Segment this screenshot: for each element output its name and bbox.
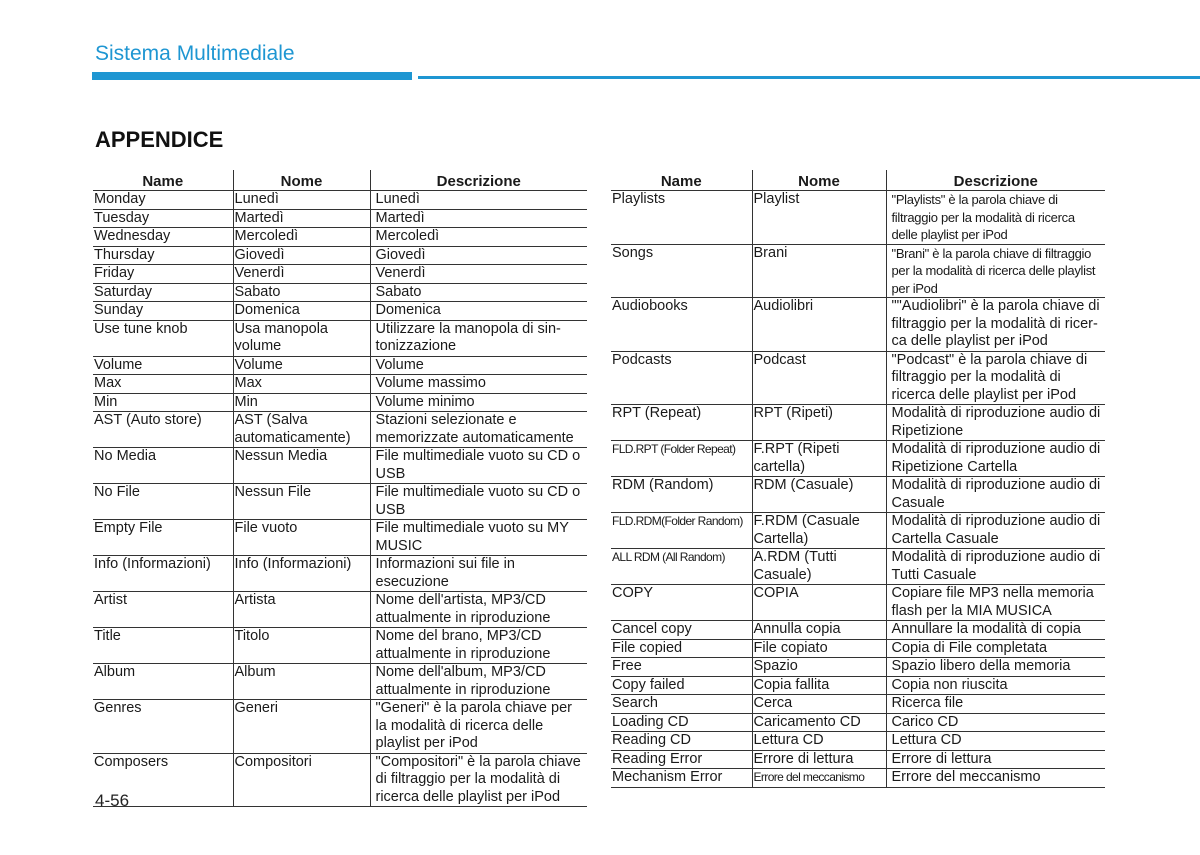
cell-descrizione: Modalità di riproduzione audio di Cartella Casuale: [886, 513, 1105, 549]
cell-nome: RDM (Casuale): [752, 477, 886, 513]
table-row: [93, 520, 587, 556]
cell-descrizione: Copia di File completata: [886, 639, 1105, 658]
cell-descrizione: Nome dell'artista, MP3/CD attualmente in riproduzione: [370, 592, 587, 628]
cell-name: Tuesday: [93, 209, 233, 228]
table-row: [611, 621, 1105, 640]
cell-name: Composers: [93, 753, 233, 807]
cell-name: RDM (Random): [611, 477, 752, 513]
table-row: [93, 700, 587, 754]
cell-name: AST (Auto store): [93, 412, 233, 448]
table-row: [93, 412, 587, 448]
cell-nome: AST (Salva automaticamente): [233, 412, 370, 448]
cell-descrizione: Domenica: [370, 302, 587, 321]
cell-name: Album: [93, 664, 233, 700]
cell-nome: File vuoto: [233, 520, 370, 556]
cell-name: Reading Error: [611, 750, 752, 769]
cell-nome: Podcast: [752, 351, 886, 405]
cell-name: Volume: [93, 356, 233, 375]
cell-name: Songs: [611, 244, 752, 298]
cell-descrizione: Stazioni selezionate e memorizzate automaticamente: [370, 412, 587, 448]
cell-descrizione: Carico CD: [886, 713, 1105, 732]
cell-name: Monday: [93, 191, 233, 210]
cell-name: Mechanism Error: [611, 769, 752, 788]
cell-name: Podcasts: [611, 351, 752, 405]
cell-nome: F.RPT (Ripeti cartella): [752, 441, 886, 477]
cell-descrizione: Giovedì: [370, 246, 587, 265]
cell-descrizione: Ricerca file: [886, 695, 1105, 714]
table-row: [93, 302, 587, 321]
cell-nome: Lunedì: [233, 191, 370, 210]
table-row: [611, 695, 1105, 714]
cell-nome: Volume: [233, 356, 370, 375]
cell-nome: RPT (Ripeti): [752, 405, 886, 441]
table-row: [611, 639, 1105, 658]
table-row: [611, 477, 1105, 513]
column-header-nome: Nome: [233, 170, 370, 191]
cell-descrizione: Venerdì: [370, 265, 587, 284]
table-row: [611, 405, 1105, 441]
cell-descrizione: Volume minimo: [370, 393, 587, 412]
cell-descrizione: Lunedì: [370, 191, 587, 210]
cell-name: Cancel copy: [611, 621, 752, 640]
table-row: [93, 209, 587, 228]
table-row: [611, 191, 1105, 245]
cell-nome: Usa manopola volume: [233, 320, 370, 356]
table-row: [93, 592, 587, 628]
table-row: [93, 320, 587, 356]
page-number: 4-56: [95, 791, 130, 810]
table-row: [93, 375, 587, 394]
cell-nome: Venerdì: [233, 265, 370, 284]
cell-name: Thursday: [93, 246, 233, 265]
cell-name: Wednesday: [93, 228, 233, 247]
cell-name: No Media: [93, 448, 233, 484]
cell-descrizione: Nome del brano, MP3/CD attualmente in riproduzione: [370, 628, 587, 664]
cell-descrizione: Nome dell'album, MP3/CD attualmente in riproduzione: [370, 664, 587, 700]
cell-descrizione: Martedì: [370, 209, 587, 228]
cell-nome: File copiato: [752, 639, 886, 658]
cell-nome: Generi: [233, 700, 370, 754]
cell-name: Free: [611, 658, 752, 677]
column-header-nome: Nome: [752, 170, 886, 191]
cell-name: Copy failed: [611, 676, 752, 695]
table-row: [93, 191, 587, 210]
cell-name: Use tune knob: [93, 320, 233, 356]
table-row: [93, 484, 587, 520]
page-heading: APPENDICE: [95, 127, 224, 152]
glossary-table-right: [611, 170, 1105, 788]
cell-nome: Nessun File: [233, 484, 370, 520]
cell-descrizione: Volume: [370, 356, 587, 375]
table-row: [93, 556, 587, 592]
cell-descrizione: "Generi" è la parola chiave per la modalità di ricerca delle playlist per iPod: [370, 700, 587, 754]
cell-descrizione: Errore del meccanismo: [886, 769, 1105, 788]
cell-descrizione: Volume massimo: [370, 375, 587, 394]
table-row: [611, 513, 1105, 549]
column-header-name: Name: [93, 170, 233, 191]
column-header-descrizione: Descrizione: [886, 170, 1105, 191]
cell-nome: Copia fallita: [752, 676, 886, 695]
cell-nome: Martedì: [233, 209, 370, 228]
table-row: [93, 356, 587, 375]
cell-descrizione: Modalità di riproduzione audio di Casuale: [886, 477, 1105, 513]
cell-descrizione: Copia non riuscita: [886, 676, 1105, 695]
cell-nome: Artista: [233, 592, 370, 628]
cell-descrizione: Sabato: [370, 283, 587, 302]
table-row: [611, 750, 1105, 769]
cell-descrizione: Mercoledì: [370, 228, 587, 247]
cell-descrizione: Utilizzare la manopola di sin- tonizzazione: [370, 320, 587, 356]
column-header-descrizione: Descrizione: [370, 170, 587, 191]
cell-nome: Cerca: [752, 695, 886, 714]
cell-descrizione: "Compositori" è la parola chiave di filtraggio per la modalità di ricerca delle playlist per iPod: [370, 753, 587, 807]
cell-name: Loading CD: [611, 713, 752, 732]
cell-descrizione: Modalità di riproduzione audio di Tutti Casuale: [886, 549, 1105, 585]
cell-descrizione: "Brani" è la parola chiave di filtraggio per la modalità di ricerca delle playlist per iPod: [886, 244, 1105, 298]
cell-name: Empty File: [93, 520, 233, 556]
cell-nome: Errore di lettura: [752, 750, 886, 769]
cell-nome: Sabato: [233, 283, 370, 302]
cell-nome: COPIA: [752, 585, 886, 621]
cell-descrizione: ""Audiolibri" è la parola chiave di filtraggio per la modalità di ricer- ca delle playlist per iPod: [886, 298, 1105, 352]
cell-nome: Audiolibri: [752, 298, 886, 352]
table-row: [611, 713, 1105, 732]
table-row: [93, 393, 587, 412]
cell-descrizione: File multimediale vuoto su CD o USB: [370, 448, 587, 484]
cell-name: Audiobooks: [611, 298, 752, 352]
cell-nome: Giovedì: [233, 246, 370, 265]
table-row: [93, 228, 587, 247]
cell-name: Playlists: [611, 191, 752, 245]
cell-nome: Brani: [752, 244, 886, 298]
table-header-row: [93, 170, 587, 191]
cell-name: COPY: [611, 585, 752, 621]
cell-descrizione: Informazioni sui file in esecuzione: [370, 556, 587, 592]
table-row: [93, 628, 587, 664]
cell-nome: Compositori: [233, 753, 370, 807]
table-row: [611, 351, 1105, 405]
cell-nome: Min: [233, 393, 370, 412]
column-header-name: Name: [611, 170, 752, 191]
cell-name: Min: [93, 393, 233, 412]
cell-descrizione: Errore di lettura: [886, 750, 1105, 769]
cell-descrizione: "Podcast" è la parola chiave di filtraggio per la modalità di ricerca delle playlist per iPod: [886, 351, 1105, 405]
cell-nome: Nessun Media: [233, 448, 370, 484]
table-row: [611, 585, 1105, 621]
table-row: [611, 298, 1105, 352]
cell-descrizione: Spazio libero della memoria: [886, 658, 1105, 677]
table-row: [611, 658, 1105, 677]
table-row: [93, 246, 587, 265]
cell-name: Artist: [93, 592, 233, 628]
glossary-table-left: [93, 170, 587, 807]
cell-nome: Lettura CD: [752, 732, 886, 751]
cell-descrizione: "Playlists" è la parola chiave di filtraggio per la modalità di ricerca delle playlist per iPod: [886, 191, 1105, 245]
cell-nome: Playlist: [752, 191, 886, 245]
table-row: [611, 676, 1105, 695]
table-row: [611, 441, 1105, 477]
cell-nome: Titolo: [233, 628, 370, 664]
cell-descrizione: File multimediale vuoto su MY MUSIC: [370, 520, 587, 556]
cell-descrizione: File multimediale vuoto su CD o USB: [370, 484, 587, 520]
table-row: [93, 753, 587, 807]
cell-descrizione: Modalità di riproduzione audio di Ripetizione: [886, 405, 1105, 441]
cell-name: Saturday: [93, 283, 233, 302]
cell-nome: Errore del meccanismo: [752, 769, 886, 788]
table-row: [93, 265, 587, 284]
cell-nome: F.RDM (Casuale Cartella): [752, 513, 886, 549]
cell-nome: Max: [233, 375, 370, 394]
cell-name: FLD.RDM(Folder Random): [611, 513, 752, 549]
table-row: [611, 769, 1105, 788]
cell-nome: Mercoledì: [233, 228, 370, 247]
cell-name: Reading CD: [611, 732, 752, 751]
cell-name: Max: [93, 375, 233, 394]
cell-name: Genres: [93, 700, 233, 754]
cell-name: Sunday: [93, 302, 233, 321]
cell-nome: Spazio: [752, 658, 886, 677]
cell-name: Title: [93, 628, 233, 664]
cell-name: Search: [611, 695, 752, 714]
table-row: [611, 244, 1105, 298]
cell-descrizione: Copiare file MP3 nella memoria flash per la MIA MUSICA: [886, 585, 1105, 621]
cell-descrizione: Modalità di riproduzione audio di Ripetizione Cartella: [886, 441, 1105, 477]
cell-nome: Domenica: [233, 302, 370, 321]
cell-nome: Annulla copia: [752, 621, 886, 640]
cell-nome: Album: [233, 664, 370, 700]
cell-nome: Caricamento CD: [752, 713, 886, 732]
table-row: [611, 549, 1105, 585]
section-title: Sistema Multimediale: [95, 42, 295, 65]
table-row: [611, 732, 1105, 751]
cell-name: No File: [93, 484, 233, 520]
cell-name: RPT (Repeat): [611, 405, 752, 441]
header-accent-bar: [92, 72, 412, 80]
header-rule: [418, 76, 1200, 79]
table-header-row: [611, 170, 1105, 191]
table-row: [93, 283, 587, 302]
table-row: [93, 664, 587, 700]
cell-name: Friday: [93, 265, 233, 284]
cell-nome: A.RDM (Tutti Casuale): [752, 549, 886, 585]
cell-descrizione: Lettura CD: [886, 732, 1105, 751]
table-row: [93, 448, 587, 484]
cell-name: Info (Informazioni): [93, 556, 233, 592]
cell-name: ALL RDM (All Random): [611, 549, 752, 585]
cell-nome: Info (Informazioni): [233, 556, 370, 592]
cell-name: File copied: [611, 639, 752, 658]
cell-descrizione: Annullare la modalità di copia: [886, 621, 1105, 640]
cell-name: FLD.RPT (Folder Repeat): [611, 441, 752, 477]
